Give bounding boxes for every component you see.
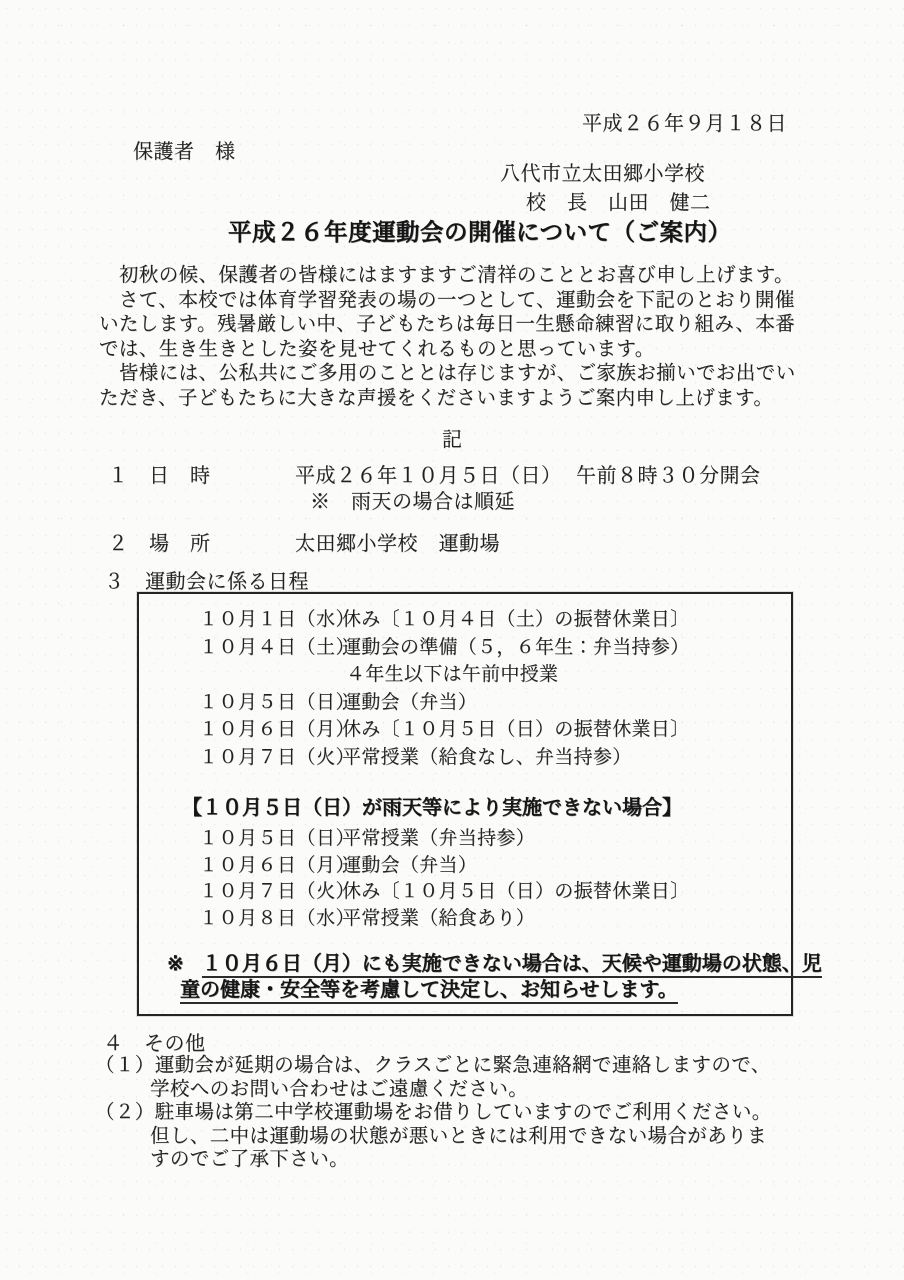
other-note-line: 学校へのお問い合わせはご遠慮ください。: [150, 1077, 529, 1100]
datetime-time: 午前８時３０分開会: [576, 465, 761, 487]
schedule-desc: 休み〔１０月４日（土）の振替休業日〕: [342, 609, 690, 630]
datetime-value: 平成２６年１０月５日（日）: [295, 465, 562, 487]
note-line: [167, 952, 822, 977]
other-note-line: すのでご了承下さい。: [150, 1148, 350, 1171]
other-heading: ４ その他: [103, 1033, 206, 1055]
schedule-row: [139, 716, 791, 744]
doc-title: 平成２６年度運動会の開催について（ご案内）: [228, 219, 732, 245]
schedule-date: １０月１日（水）: [199, 609, 356, 630]
greeting-line: では、生き生きとした姿を見せてくれるものと思っています。: [99, 337, 655, 360]
schedule-desc: 平常授業（弁当持参）: [342, 828, 536, 849]
schedule-desc: 平常授業（給食あり）: [342, 907, 536, 929]
sender-principal: 校 長 山田 健二: [526, 192, 711, 214]
schedule-desc: ４年生以下は午前中授業: [346, 664, 559, 685]
schedule-desc: 運動会（弁当）: [342, 854, 478, 876]
schedule-row: [139, 606, 791, 634]
schedule-date: １０月７日（火）: [199, 746, 356, 768]
rain-schedule-row: [139, 906, 791, 933]
schedule-box: [137, 592, 822, 1016]
rain-schedule-row: [139, 826, 791, 853]
schedule-row: [139, 744, 791, 772]
other-note-line: （１）運動会が延期の場合は、クラスごとに緊急連絡網で連絡しますので、: [95, 1054, 771, 1076]
schedule-desc: 運動会の準備（５，６年生：弁当持参）: [342, 636, 690, 658]
greeting-line: いたします。残暑厳しい中、子どもたちは毎日一生懸命練習に取り組み、本番: [99, 313, 796, 336]
doc-date: 平成２６年９月１８日: [582, 113, 787, 135]
sender-school: 八代市立太田郷小学校: [500, 163, 705, 185]
schedule-date: １０月５日（日）: [199, 828, 356, 849]
schedule-desc: 運動会（弁当）: [342, 691, 478, 713]
schedule-date: １０月６日（月）: [199, 719, 356, 740]
other-note-line: （２）駐車場は第二中学校運動場をお借りしていますのでご利用ください。: [95, 1101, 772, 1124]
place-label: ２ 場 所: [108, 533, 211, 555]
greeting-line: 初秋の候、保護者の皆様にはますますご清祥のこととお喜び申し上げます。: [99, 264, 794, 286]
greeting-paragraph: [99, 263, 819, 411]
datetime-label: １ 日 時: [108, 465, 211, 487]
other-notes: [95, 1054, 772, 1172]
rain-case-header: 【１０月５日（日）が雨天等により実施できない場合】: [182, 797, 682, 819]
rain-schedule-row: [139, 879, 791, 906]
schedule-date: １０月４日（土）: [199, 636, 356, 658]
schedule-row: [139, 661, 791, 689]
cancellation-note: [167, 952, 822, 1002]
schedule-heading: ３ 運動会に係る日程: [104, 571, 309, 593]
greeting-line: ただき、子どもたちに大きな声援をくださいますようご案内申し上げます。: [99, 386, 774, 409]
place-value: 太田郷小学校 運動場: [295, 533, 500, 555]
record-marker: 記: [442, 429, 462, 451]
rain-postpone-note: ※ 雨天の場合は順延: [310, 491, 515, 513]
schedule-desc: 休み〔１０月５日（日）の振替休業日〕: [342, 719, 690, 740]
note-text-line2: 童の健康・安全等を考慮して決定し、お知らせします。: [180, 979, 678, 1004]
schedule-date: １０月６日（月）: [199, 854, 356, 876]
schedule-desc: 休み〔１０月５日（日）の振替休業日〕: [342, 881, 690, 902]
schedule-row: [139, 689, 791, 717]
note-text-line1: １０月６日（月）にも実施できない場合は、天候や運動場の状態、児: [202, 953, 822, 978]
greeting-line: さて、本校では体育学習発表の場の一つとして、運動会を下記のとおり開催: [99, 288, 795, 311]
rain-schedule-row: [139, 853, 791, 880]
schedule-row: [139, 634, 791, 662]
greeting-line: 皆様には、公私共にご多用のこととは存じますが、ご家族お揃いでお出でい: [99, 362, 796, 385]
other-note-line: 但し、二中は運動場の状態が悪いときには利用できない場合がありま: [150, 1124, 767, 1147]
note-line: [180, 978, 791, 1003]
schedule-date: １０月５日（日）: [199, 691, 356, 713]
recipient-line: 保護者 様: [133, 141, 236, 163]
schedule-date: １０月８日（水）: [199, 907, 356, 929]
schedule-desc: 平常授業（給食なし、弁当持参）: [342, 746, 632, 768]
note-marker: ※: [167, 953, 184, 975]
schedule-date: １０月７日（火）: [199, 881, 356, 902]
